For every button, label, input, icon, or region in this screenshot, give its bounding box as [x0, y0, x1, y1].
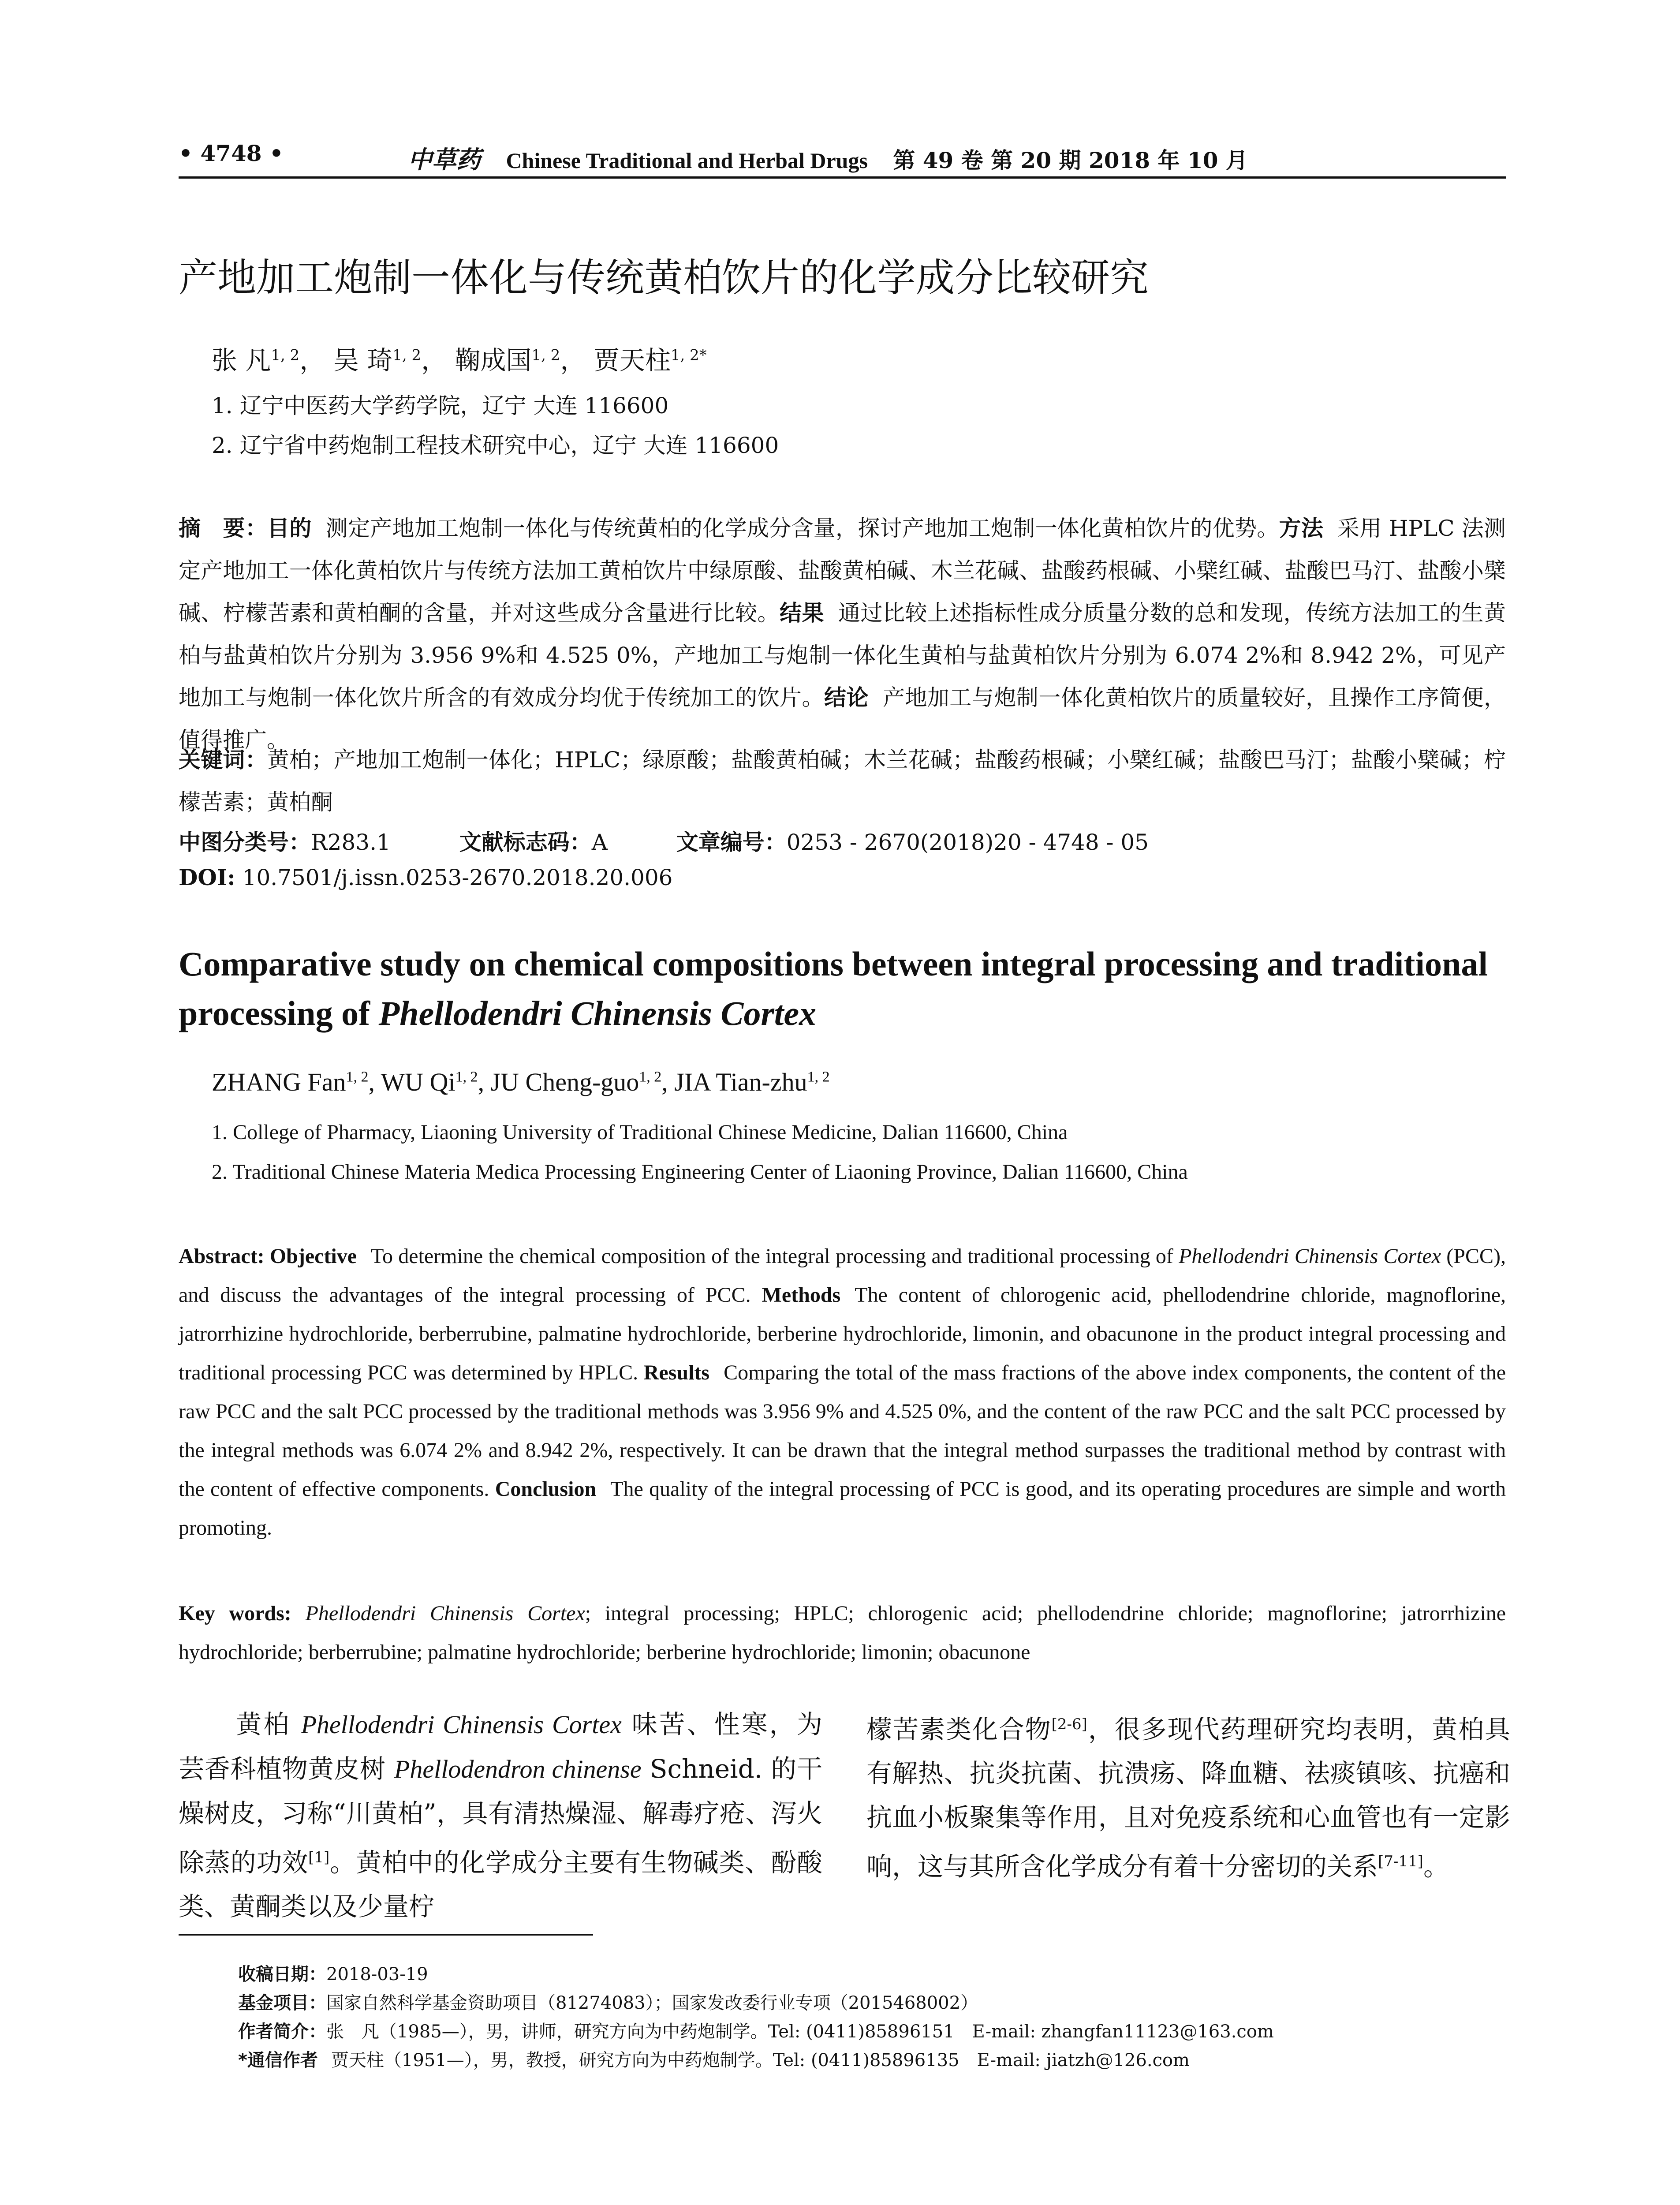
keywords-cn — [179, 739, 1506, 823]
author-affiliation: 1, 2 — [531, 346, 560, 364]
page-number: • 4748 • — [179, 140, 284, 166]
body-text: 。黄柏中的化学成分主要有生物碱类、酚酸类、黄酮类以及少量柠 — [179, 1847, 822, 1922]
author-affiliation: 1, 2 — [807, 1069, 830, 1085]
keywords-label-en: Key words: — [179, 1602, 291, 1625]
author-bio-label: 作者简介： — [238, 2022, 326, 2042]
author-name: JIA Tian-zhu — [674, 1068, 807, 1096]
corresponding-value: 贾天柱（1951—），男，教授，研究方向为中药炮制学。Tel: (0411)85896135 E-mail: jiatzh@126.com — [331, 2050, 1190, 2070]
author-affiliation: 1, 2 — [346, 1069, 369, 1085]
affiliation-en-2: 2. Traditional Chinese Materia Medica Processing Engineering Center of Liaoning Province, Dalian 116600, China — [212, 1160, 1188, 1184]
body-text: 。 — [1423, 1851, 1449, 1882]
author-bio-value: 张 凡（1985—），男，讲师，研究方向为中药炮制学。Tel: (0411)85896151 E-mail: zhangfan11123@163.com — [326, 2022, 1274, 2042]
objective-text-en-2: (PCC), and discuss the advantages of the integral processing of PCC. — [179, 1245, 1506, 1307]
doi-value: 10.7501/j.issn.0253-2670.2018.20.006 — [242, 865, 673, 890]
page-title-en — [179, 939, 1506, 1038]
objective-text: 测定产地加工炮制一体化与传统黄柏的化学成分含量，探讨产地加工炮制一体化黄柏饮片的优势。 — [325, 516, 1279, 541]
footnote-fund — [238, 1989, 978, 2014]
journal-name-en: Chinese Traditional and Herbal Drugs — [506, 148, 868, 173]
citation-ref: [2-6] — [1051, 1715, 1087, 1733]
citation-ref: [7-11] — [1378, 1853, 1423, 1871]
author-affiliation: 1, 2 — [639, 1069, 662, 1085]
results-text: 通过比较上述指标性成分质量分数的总和发现，传统方法加工的生黄柏与盐黄柏饮片分别为 3.956 9%和 4.525 0%，产地加工与炮制一体化生黄柏与盐黄柏饮片分别为 6.074 2%和 8.942 2%，可见产地加工与炮制一体化饮片所含的有效成分均优于传统加工的饮片。 — [179, 600, 1506, 710]
clc-label: 中图分类号： — [179, 830, 311, 855]
body-text: Schneid. 的干燥树皮，习称“川黄柏”，具有清热燥湿、解毒疗疮、泻火除蒸的功效 — [179, 1754, 822, 1878]
author-affiliation: 1, 2 — [271, 346, 300, 364]
conclusion-label: 结论 — [824, 685, 869, 710]
classification-line — [179, 825, 1210, 856]
footnote-corresponding — [238, 2046, 1190, 2071]
fund-value: 国家自然科学基金资助项目（81274083）；国家发改委行业专项（2015468002） — [326, 1993, 978, 2013]
objective-label-en: Objective — [269, 1245, 357, 1268]
title-en-text: Comparative study on chemical compositions between integral processing and traditional processing of — [179, 945, 1488, 1032]
keywords-text-en: ; integral processing; HPLC; chlorogenic acid; phellodendrine chloride; magnoflorine; jatrorrhizine hydrochloride; berberrubine; palmatine hydrochloride; berberine hydrochloride; limonin; obacunone — [179, 1602, 1506, 1664]
journal-name-cn: 中草药 — [408, 145, 481, 174]
affiliation-cn-1: 1. 辽宁中医药大学药学院，辽宁 大连 116600 — [212, 393, 669, 419]
body-italic: Phellodendron chinense — [394, 1755, 642, 1783]
article-no-label: 文章编号： — [676, 830, 787, 855]
conclusion-text-en: The quality of the integral processing of PCC is good, and its operating procedures are simple and worth promoting. — [179, 1477, 1506, 1540]
body-text: 檬苦素类化合物 — [866, 1714, 1052, 1745]
author-name: ZHANG Fan — [212, 1068, 346, 1096]
header-rule — [179, 176, 1506, 179]
corresponding-label: *通信作者 — [238, 2050, 318, 2070]
body-column-right — [866, 1702, 1510, 1889]
author-affiliation: 1, 2* — [670, 346, 707, 364]
author-list-cn: 张 凡$^{1, 2}$， 吴 琦$^{1, 2}$， 鞠成国$^{1, 2}$， 贾天柱$^{1, 2*}$ — [212, 345, 707, 375]
fund-label: 基金项目： — [238, 1993, 326, 2013]
journal-issue: 第 49 卷 第 20 期 2018 年 10 月 — [893, 147, 1248, 173]
body-text: 味苦、性寒，为芸香科植物黄皮树 — [179, 1709, 822, 1784]
page-title-cn: 产地加工炮制一体化与传统黄柏饮片的化学成分比较研究 — [179, 255, 1149, 300]
methods-label-en: Methods — [762, 1283, 841, 1307]
abstract-label: 摘 要： — [179, 516, 268, 541]
methods-text: 采用 HPLC 法测定产地加工一体化黄柏饮片与传统方法加工黄柏饮片中绿原酸、盐酸黄柏碱、木兰花碱、盐酸药根碱、小檗红碱、盐酸巴马汀、盐酸小檗碱、柠檬苦素和黄柏酮的含量，并对这些成分含量进行比较。 — [179, 516, 1506, 626]
author-list-en: ZHANG Fan$^{1, 2}$, WU Qi$^{1, 2}$, JU Cheng-guo$^{1, 2}$, JIA Tian-zhu$^{1, 2}$ — [212, 1068, 830, 1096]
methods-label: 方法 — [1279, 516, 1324, 541]
journal-info — [408, 140, 1248, 175]
author-affiliation: 1, 2 — [455, 1069, 478, 1085]
author-name: WU Qi — [381, 1068, 455, 1096]
running-header — [179, 140, 1506, 174]
results-label: 结果 — [780, 600, 825, 626]
doi-line — [179, 864, 672, 890]
received-value: 2018-03-19 — [326, 1964, 428, 1984]
doc-code-label: 文献标志码： — [459, 830, 592, 855]
abstract-cn — [179, 507, 1506, 761]
keywords-italic-en: Phellodendri Chinensis Cortex — [305, 1602, 585, 1625]
author-name: 鞠成国 — [455, 345, 532, 375]
affiliation-en-1: 1. College of Pharmacy, Liaoning University of Traditional Chinese Medicine, Dalian 116600, China — [212, 1121, 1068, 1144]
objective-label: 目的 — [267, 516, 312, 541]
author-name: JU Cheng-guo — [490, 1068, 639, 1096]
footnote-rule — [179, 1934, 593, 1936]
results-text-en: Comparing the total of the mass fractions of the above index components, the content of the raw PCC and the salt PCC processed by the traditional methods was 3.956 9% and 4.525 0%, and the content of the raw PCC and the salt PCC processed by the integral methods was 6.074 2% and 8.942 2%, respectively. It can be drawn that the integral method surpasses the traditional method by contrast with the content of effective components. — [179, 1361, 1506, 1501]
methods-text-en: The content of chlorogenic acid, phellodendrine chloride, magnoflorine, jatrorrhizine hydrochloride, berberrubine, palmatine hydrochloride, berberine hydrochloride, limonin, and obacunone in the product integral processing and traditional processing PCC was determined by HPLC. — [179, 1283, 1506, 1384]
keywords-en — [179, 1594, 1506, 1672]
author-name: 贾天柱 — [594, 345, 671, 375]
affiliation-cn-2: 2. 辽宁省中药炮制工程技术研究中心，辽宁 大连 116600 — [212, 433, 779, 458]
abstract-label-en: Abstract: — [179, 1245, 265, 1268]
body-text: 黄柏 — [236, 1709, 301, 1739]
objective-text-en: To determine the chemical composition of the integral processing and traditional processing of — [371, 1245, 1179, 1268]
keywords-label: 关键词： — [179, 747, 267, 773]
keywords-text: 黄柏；产地加工炮制一体化；HPLC；绿原酸；盐酸黄柏碱；木兰花碱；盐酸药根碱；小檗红碱；盐酸巴马汀；盐酸小檗碱；柠檬苦素；黄柏酮 — [179, 747, 1506, 815]
citation-ref: [1] — [308, 1849, 330, 1866]
article-no-value: 0253 - 2670(2018)20 - 4748 - 05 — [786, 830, 1149, 855]
author-name: 张 凡 — [212, 345, 271, 375]
clc-value: R283.1 — [311, 830, 391, 855]
body-italic: Phellodendri Chinensis Cortex — [301, 1710, 622, 1739]
footnote-received — [238, 1960, 428, 1985]
doc-code-value: A — [591, 830, 608, 855]
body-column-left — [179, 1702, 822, 1928]
author-name: 吴 琦 — [333, 345, 393, 375]
footnote-author — [238, 2018, 1274, 2043]
body-text: ，很多现代药理研究均表明，黄柏具有解热、抗炎抗菌、抗溃疡、降血糖、祛痰镇咳、抗癌和抗血小板聚集等作用，且对免疫系统和心血管也有一定影响，这与其所含化学成分有着十分密切的关系 — [866, 1714, 1510, 1882]
conclusion-text: 产地加工与炮制一体化黄柏饮片的质量较好，且操作工序简便，值得推广。 — [179, 685, 1506, 753]
title-en-italic: Phellodendri Chinensis Cortex — [378, 994, 817, 1032]
doi-label: DOI: — [179, 864, 235, 890]
conclusion-label-en: Conclusion — [495, 1477, 597, 1501]
objective-italic-en: Phellodendri Chinensis Cortex — [1179, 1245, 1441, 1268]
abstract-en — [179, 1237, 1506, 1547]
received-label: 收稿日期： — [238, 1964, 326, 1984]
author-affiliation: 1, 2 — [392, 346, 422, 364]
results-label-en: Results — [643, 1361, 710, 1384]
